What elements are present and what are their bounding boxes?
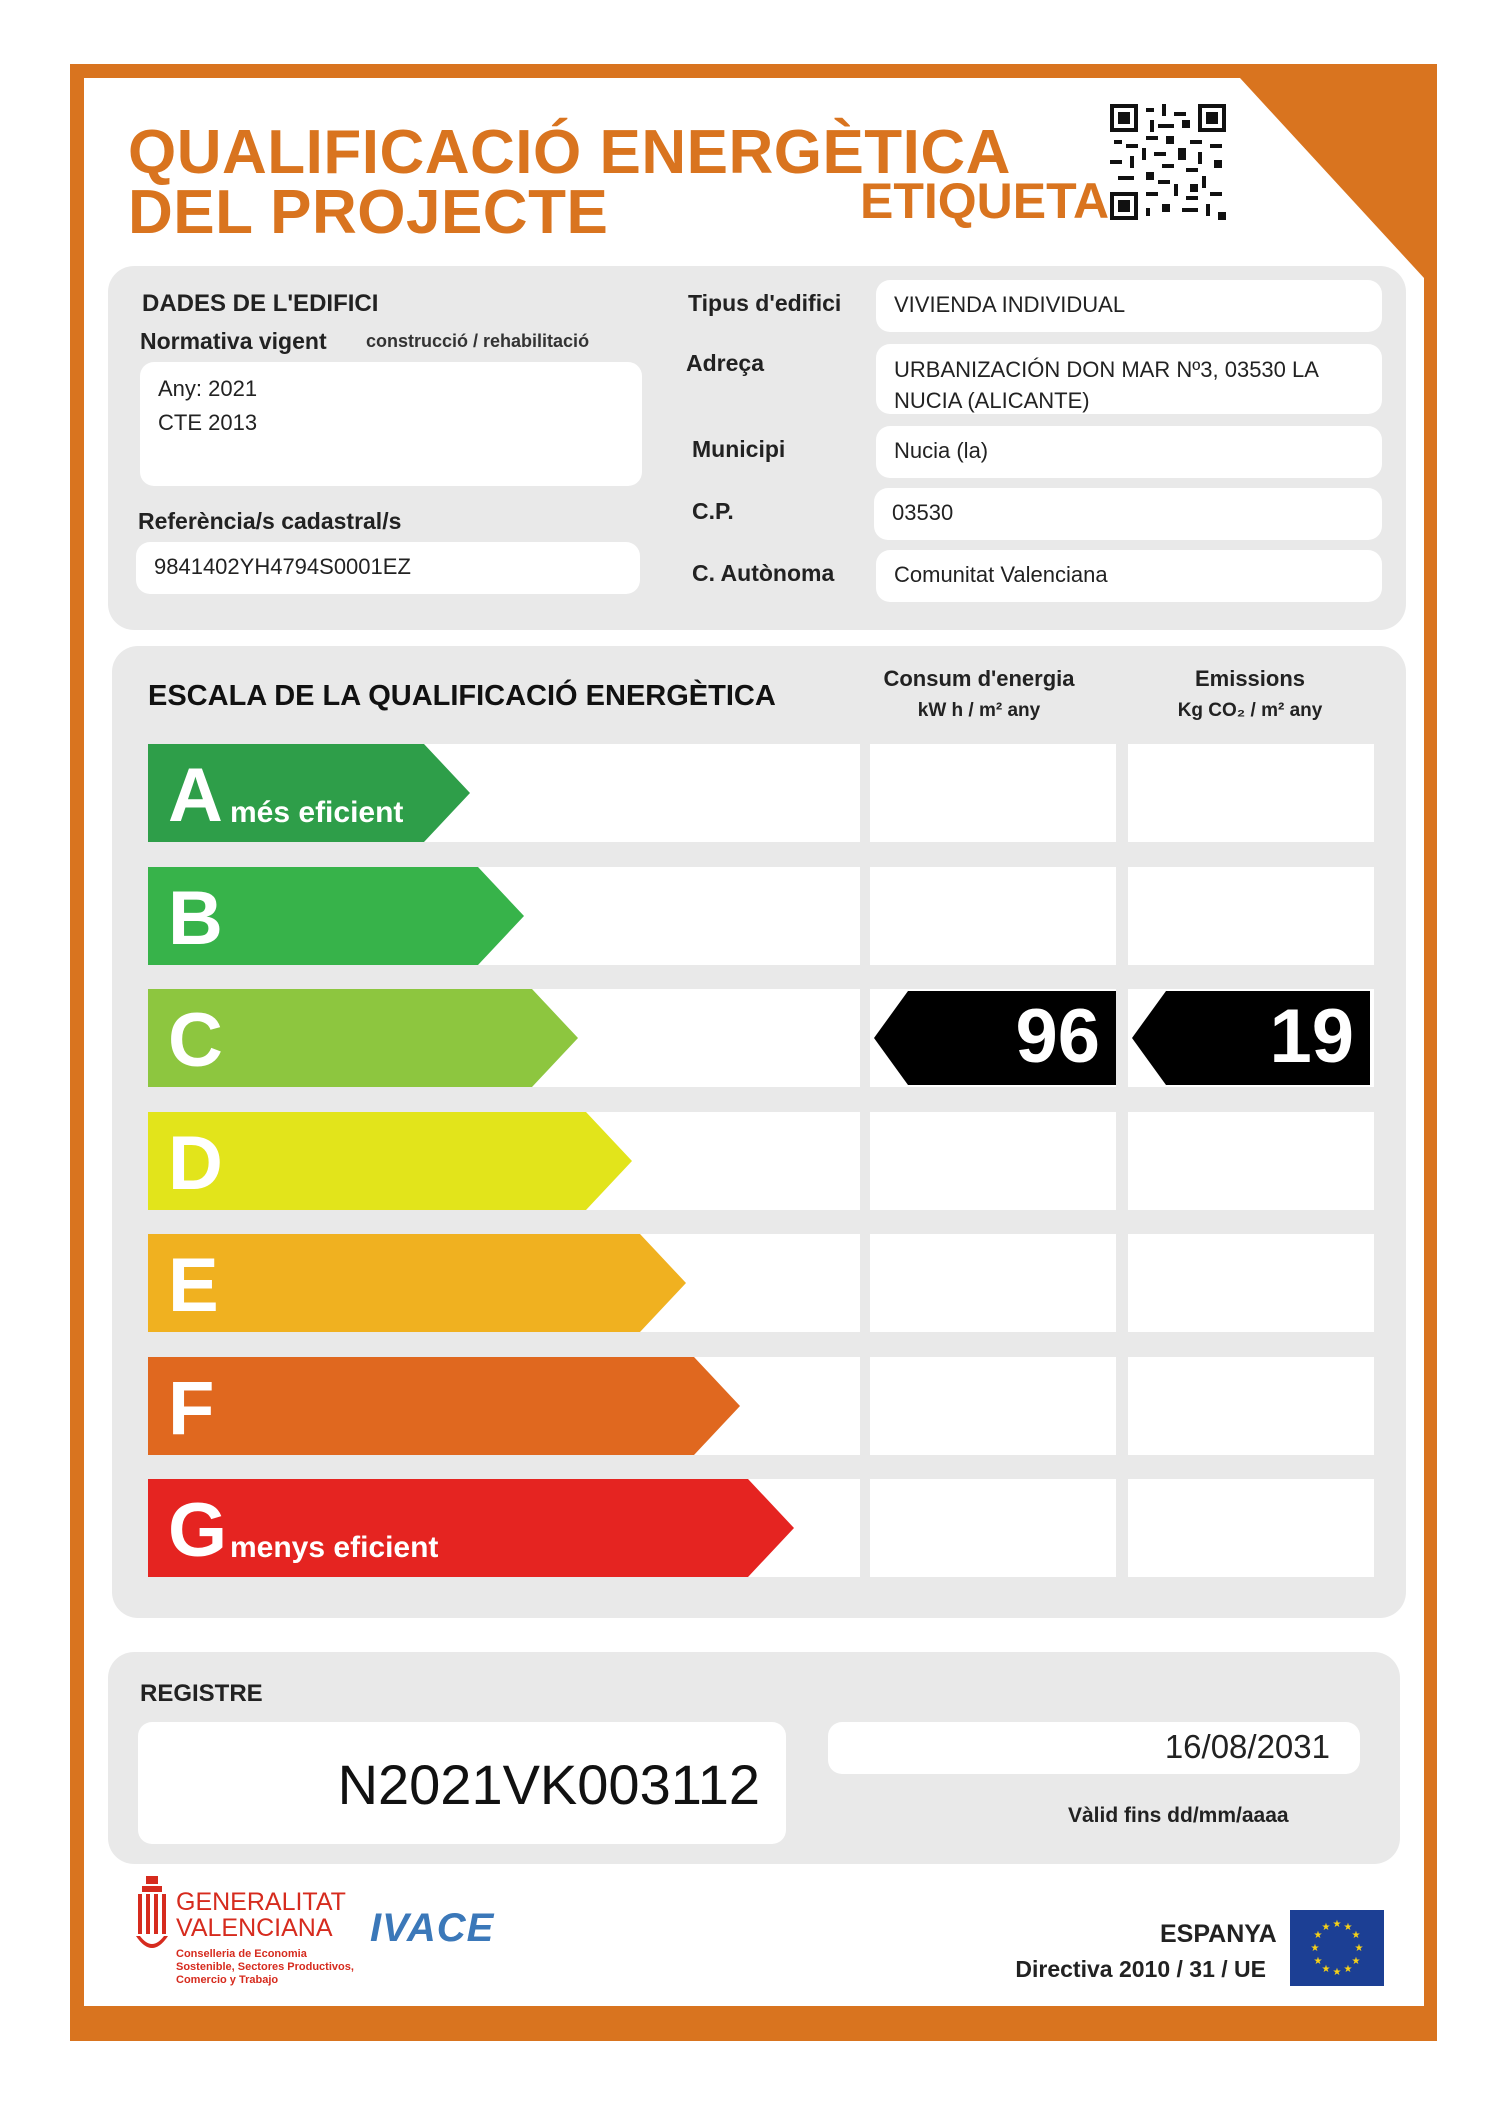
class-note-g: menys eficient: [230, 1531, 439, 1564]
scale-title: ESCALA DE LA QUALIFICACIÓ ENERGÈTICA: [148, 680, 776, 712]
label-type: ETIQUETA: [860, 173, 1110, 229]
normativa-year: Any: 2021: [158, 376, 258, 401]
country-label: ESPANYA: [1160, 1920, 1277, 1948]
energy-cell-g: [870, 1479, 1116, 1577]
generalitat-dept-line2: Sostenible, Sectores Productivos,: [176, 1961, 354, 1973]
cadastral-label: Referència/s cadastral/s: [138, 508, 402, 534]
svg-text:★: ★: [1321, 1922, 1331, 1933]
energy-cell-f: [870, 1357, 1116, 1455]
svg-text:★: ★: [1351, 1956, 1361, 1967]
energy-col-unit: kW h / m² any: [917, 700, 1041, 721]
emissions-col-unit: Kg CO₂ / m² any: [1177, 700, 1323, 721]
energy-cell-b: [870, 867, 1116, 965]
class-letter-a: A: [168, 753, 223, 838]
class-letter-f: F: [168, 1366, 215, 1451]
normativa-field: [140, 362, 642, 486]
address-field: URBANIZACIÓN DON MAR Nº3, 03530 LA NUCIA (ALICANTE): [876, 344, 1382, 414]
page-title-line2: DEL PROJECTE: [128, 178, 609, 247]
qr-code-icon: [1110, 104, 1226, 220]
class-letter-b: B: [168, 876, 223, 961]
energy-cell-e: [870, 1234, 1116, 1332]
svg-text:★: ★: [1313, 1930, 1323, 1941]
svg-text:★: ★: [1351, 1930, 1361, 1941]
region-field: Comunitat Valenciana: [876, 550, 1382, 602]
generalitat-dept-line3: Comercio y Trabajo: [176, 1974, 279, 1986]
class-letter-c: C: [168, 998, 223, 1083]
normativa-code: CTE 2013: [158, 410, 258, 435]
svg-text:★: ★: [1354, 1943, 1364, 1954]
valid-until-label: Vàlid fins dd/mm/aaaa: [1068, 1804, 1289, 1827]
emissions-col-title: Emissions: [1194, 666, 1306, 691]
generalitat-name-line1: GENERALITAT: [176, 1888, 346, 1916]
ivace-logo: IVACE: [370, 1906, 495, 1950]
address-label: Adreça: [686, 350, 764, 376]
emissions-cell-e: [1128, 1234, 1374, 1332]
emissions-indicator-value: 19: [1269, 994, 1354, 1079]
directive-label: Directiva 2010 / 31 / UE: [1015, 1956, 1266, 1982]
emissions-cell-d: [1128, 1112, 1374, 1210]
svg-text:★: ★: [1332, 1967, 1342, 1978]
generalitat-emblem-icon: [132, 1876, 172, 1960]
class-letter-e: E: [168, 1243, 219, 1328]
energy-cell-d: [870, 1112, 1116, 1210]
building-section-title: DADES DE L'EDIFICI: [142, 290, 379, 317]
class-note-a: més eficient: [230, 796, 404, 829]
municipality-label: Municipi: [692, 436, 786, 462]
svg-text:★: ★: [1343, 1964, 1353, 1975]
energy-col-title: Consum d'energia: [883, 666, 1075, 691]
eu-flag-icon: [1290, 1910, 1384, 1986]
emissions-cell-f: [1128, 1357, 1374, 1455]
municipality-field: Nucia (la): [876, 426, 1382, 478]
generalitat-dept-line1: Conselleria de Economia: [176, 1948, 307, 1960]
registry-number: N2021VK003112: [138, 1722, 786, 1844]
svg-text:★: ★: [1321, 1964, 1331, 1975]
region-label: C. Autònoma: [692, 560, 835, 586]
postal-code-field: 03530: [874, 488, 1382, 540]
class-bar-e: [148, 1234, 686, 1332]
cadastral-field: 9841402YH4794S0001EZ: [136, 542, 640, 594]
energy-cell-a: [870, 744, 1116, 842]
svg-text:★: ★: [1332, 1919, 1342, 1930]
class-letter-d: D: [168, 1121, 223, 1206]
class-letter-g: G: [168, 1488, 228, 1573]
energy-indicator-value: 96: [1015, 994, 1100, 1079]
building-type-label: Tipus d'edifici: [688, 290, 842, 316]
normativa-hint: construcció / rehabilitació: [366, 331, 590, 351]
page-title-line1: QUALIFICACIÓ ENERGÈTICA: [128, 118, 1011, 187]
emissions-cell-b: [1128, 867, 1374, 965]
generalitat-name-line2: VALENCIANA: [176, 1914, 333, 1942]
folded-corner: [1240, 78, 1424, 278]
building-type-field: VIVIENDA INDIVIDUAL: [876, 280, 1382, 332]
svg-text:★: ★: [1313, 1956, 1323, 1967]
svg-text:★: ★: [1310, 1943, 1320, 1954]
registry-label: REGISTRE: [140, 1680, 263, 1707]
postal-code-label: C.P.: [692, 498, 734, 524]
emissions-cell-a: [1128, 744, 1374, 842]
class-bar-f: [148, 1357, 740, 1455]
svg-text:★: ★: [1343, 1922, 1353, 1933]
emissions-cell-g: [1128, 1479, 1374, 1577]
valid-until-field: 16/08/2031: [828, 1722, 1360, 1774]
normativa-label: Normativa vigent: [140, 328, 327, 354]
